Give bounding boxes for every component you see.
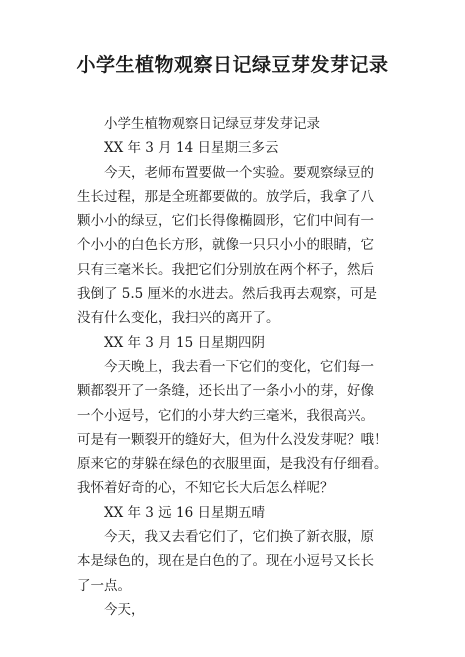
document-body [77, 112, 397, 622]
text-line: 了一点。 [77, 577, 131, 594]
text-line: 今天，我又去看它们了，它们换了新衣服，原 [104, 529, 374, 546]
text-line: 原来它的芽躲在绿色的衣服里面，是我没有仔细看。 [77, 456, 388, 473]
text-line: XX 年 3 月 15 日星期四阴 [104, 334, 265, 351]
text-line: 没有什么变化，我扫兴的离开了。 [77, 310, 280, 327]
text-line: 今天， [104, 601, 145, 618]
text-line: 个小小的白色长方形，就像一只只小小的眼睛，它 [77, 237, 374, 254]
text-line: 今天晚上，我去看一下它们的变化，它们每一 [104, 358, 374, 375]
text-line: 我怀着好奇的心，不知它长大后怎么样呢？ [77, 480, 334, 497]
text-line: 生长过程，那是全班都要做的。放学后，我拿了八 [77, 188, 374, 205]
text-line: 颗都裂开了一条缝，还长出了一条小小的芽，好像 [77, 383, 374, 400]
text-line: 只有三毫米长。我把它们分别放在两个杯子，然后 [77, 261, 374, 278]
text-line: 今天，老师布置要做一个实验。要观察绿豆的 [104, 164, 374, 181]
text-line: 可是有一颗裂开的缝好大，但为什么没发芽呢？哦！ [77, 431, 388, 448]
text-line: XX 年 3 远 16 日星期五晴 [104, 504, 265, 521]
document-title: 小学生植物观察日记绿豆芽发芽记录 [76, 54, 389, 76]
text-line: 颗小小的绿豆，它们长得像椭圆形，它们中间有一 [77, 213, 374, 230]
text-line: 一个小逗号，它们的小芽大约三毫米，我很高兴。 [77, 407, 374, 424]
text-line: 我倒了 5.5 厘米的水进去。然后我再去观察，可是 [77, 286, 378, 303]
text-line: 本是绿色的，现在是白色的了。现在小逗号又长长 [77, 553, 374, 570]
text-line: XX 年 3 月 14 日星期三多云 [104, 140, 279, 157]
text-line: 小学生植物观察日记绿豆芽发芽记录 [104, 116, 320, 132]
